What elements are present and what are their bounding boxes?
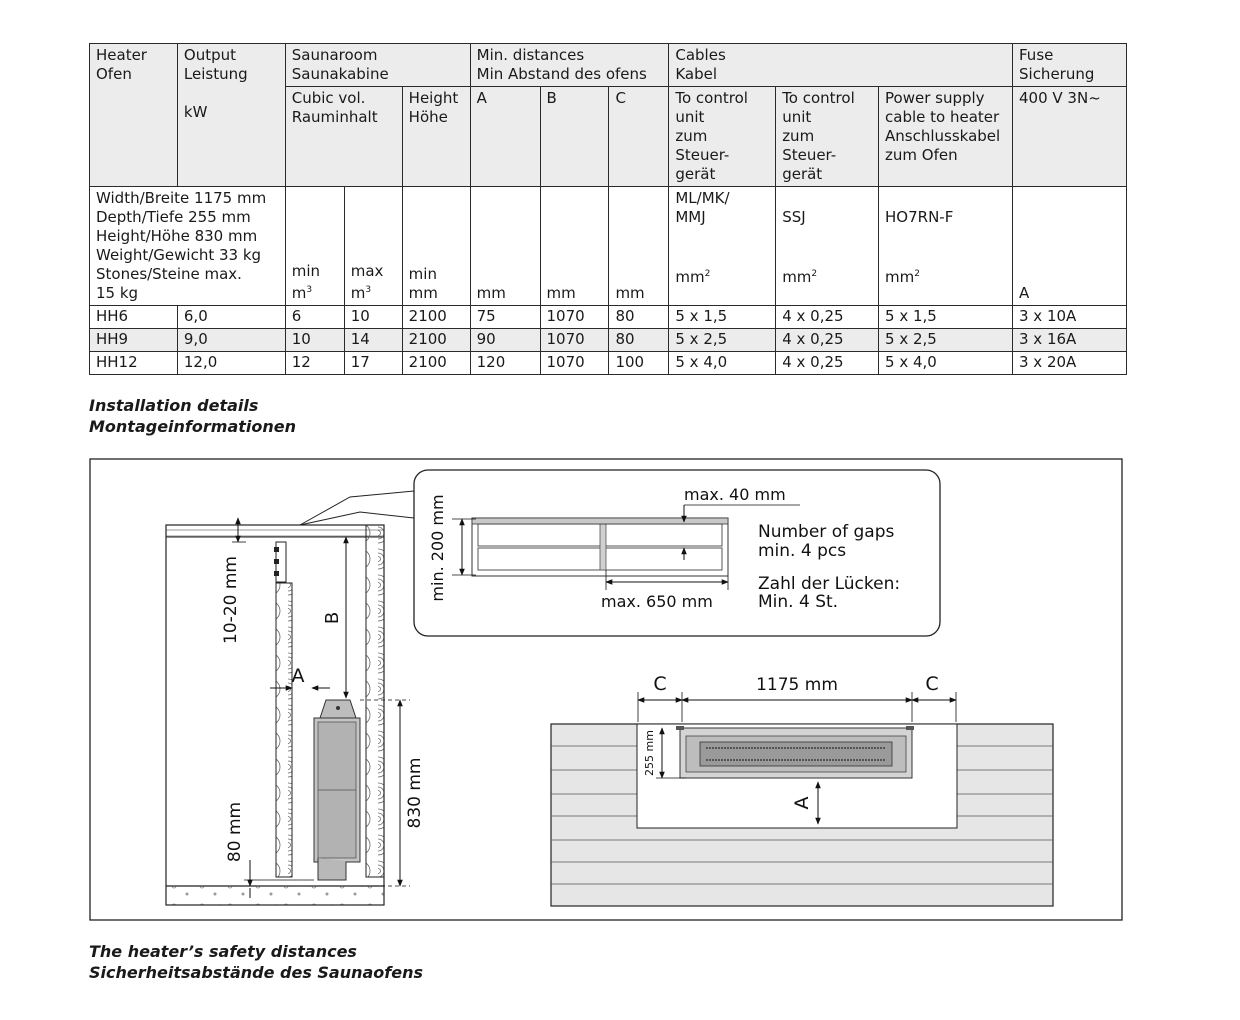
cell-height: 2100 [402, 352, 470, 375]
ceiling-boards [166, 525, 384, 537]
right-wall-panel [366, 525, 384, 877]
unit-a: mm [470, 187, 540, 306]
header-height: Height Höhe [402, 87, 470, 187]
label-830mm: 830 mm [405, 757, 425, 829]
cell-output: 6,0 [177, 306, 285, 329]
cell-b: 1070 [540, 306, 609, 329]
cable-type-ctrl-1: ML/MK/ MMJ $mm^2$ [669, 187, 776, 306]
unit-cubic-max: max $m^3$ [344, 187, 402, 306]
label-a-top: A [791, 796, 813, 810]
heater-top-icon [676, 726, 914, 778]
cell-height: 2100 [402, 329, 470, 352]
vent-detail-inset [300, 470, 940, 636]
cell-c: 80 [609, 306, 669, 329]
header-cubic-vol: Cubic vol. Rauminhalt [285, 87, 402, 187]
heater-dimensions: Width/Breite 1175 mm Depth/Tiefe 255 mm Height/Höhe 830 mm Weight/Gewicht 33 kg Stones/Steine max. 15 kg [90, 187, 286, 306]
label-max-40mm: max. 40 mm [684, 485, 786, 504]
cable-type-power: HO7RN-F $mm^2$ [879, 187, 1013, 306]
cell-fuse: 3 x 16A [1013, 329, 1127, 352]
label-gaps-de-1: Zahl der Lücken: [758, 574, 901, 594]
label-c-right: C [925, 673, 939, 695]
header-min-distances: Min. distances Min Abstand des ofens [470, 44, 669, 87]
header-output: Output Leistung kW [177, 44, 285, 187]
cell-cable-1: 5 x 4,0 [669, 352, 776, 375]
top-view [551, 673, 1053, 906]
cell-cubic-max: 10 [344, 306, 402, 329]
header-cables: Cables Kabel [669, 44, 1013, 87]
cable-type-ctrl-2: SSJ $mm^2$ [776, 187, 879, 306]
header-c: C [609, 87, 669, 187]
label-max-650mm: max. 650 mm [601, 592, 713, 611]
unit-height: min mm [402, 187, 470, 306]
cell-a: 75 [470, 306, 540, 329]
cell-cubic-min: 10 [285, 329, 344, 352]
unit-fuse: A [1013, 187, 1127, 306]
label-gaps-de-2: Min. 4 St. [758, 592, 839, 612]
unit-c: mm [609, 187, 669, 306]
cell-cable-2: 4 x 0,25 [776, 352, 879, 375]
label-min-200mm: min. 200 mm [428, 494, 447, 602]
label-10-20mm: 10-20 mm [221, 556, 241, 644]
cell-cable-3: 5 x 2,5 [879, 329, 1013, 352]
label-gaps-en-2: min. 4 pcs [758, 541, 847, 561]
cell-fuse: 3 x 20A [1013, 352, 1127, 375]
cell-fuse: 3 x 10A [1013, 306, 1127, 329]
left-wall-panel [276, 583, 292, 877]
cell-height: 2100 [402, 306, 470, 329]
cell-cable-1: 5 x 2,5 [669, 329, 776, 352]
label-gaps-en-1: Number of gaps [758, 522, 895, 542]
unit-b: mm [540, 187, 609, 306]
header-saunaroom: Saunaroom Saunakabine [285, 44, 470, 87]
label-c-left: C [653, 673, 667, 695]
cell-cubic-max: 14 [344, 329, 402, 352]
header-cable-power: Power supply cable to heater Anschlusskabel zum Ofen [879, 87, 1013, 187]
heater-side-icon [314, 700, 360, 880]
label-b: B [322, 611, 343, 625]
header-voltage: 400 V 3N~ [1013, 87, 1127, 187]
cell-c: 100 [609, 352, 669, 375]
cell-cable-2: 4 x 0,25 [776, 329, 879, 352]
label-80mm: 80 mm [225, 801, 245, 863]
cell-b: 1070 [540, 352, 609, 375]
cell-a: 120 [470, 352, 540, 375]
side-view [166, 518, 425, 905]
cell-cable-3: 5 x 1,5 [879, 306, 1013, 329]
header-heater: Heater Ofen [90, 44, 178, 187]
cell-cubic-min: 12 [285, 352, 344, 375]
header-cable-ctrl-2: To control unit zum Steuer- gerät [776, 87, 879, 187]
header-fuse: Fuse Sicherung [1013, 44, 1127, 87]
cell-cable-3: 5 x 4,0 [879, 352, 1013, 375]
header-a: A [470, 87, 540, 187]
label-1175mm: 1175 mm [756, 675, 838, 695]
floor-concrete [166, 886, 384, 905]
cell-c: 80 [609, 329, 669, 352]
label-255mm: 255 mm [643, 730, 656, 776]
caption-installation: Installation details Montageinformationen [89, 396, 296, 436]
cell-cable-1: 5 x 1,5 [669, 306, 776, 329]
cell-model: HH6 [90, 306, 178, 329]
cell-b: 1070 [540, 329, 609, 352]
cell-model: HH12 [90, 352, 178, 375]
cell-output: 9,0 [177, 329, 285, 352]
caption-safety-distances: The heater’s safety distances Sicherheitsabstände des Saunaofens [89, 942, 424, 982]
header-b: B [540, 87, 609, 187]
cell-cubic-max: 17 [344, 352, 402, 375]
cell-model: HH9 [90, 329, 178, 352]
cell-cable-2: 4 x 0,25 [776, 306, 879, 329]
unit-cubic-min: min $m^3$ [285, 187, 344, 306]
cell-output: 12,0 [177, 352, 285, 375]
cell-cubic-min: 6 [285, 306, 344, 329]
label-a-side: A [291, 665, 305, 687]
cell-a: 90 [470, 329, 540, 352]
header-cable-ctrl-1: To control unit zum Steuer- gerät [669, 87, 776, 187]
